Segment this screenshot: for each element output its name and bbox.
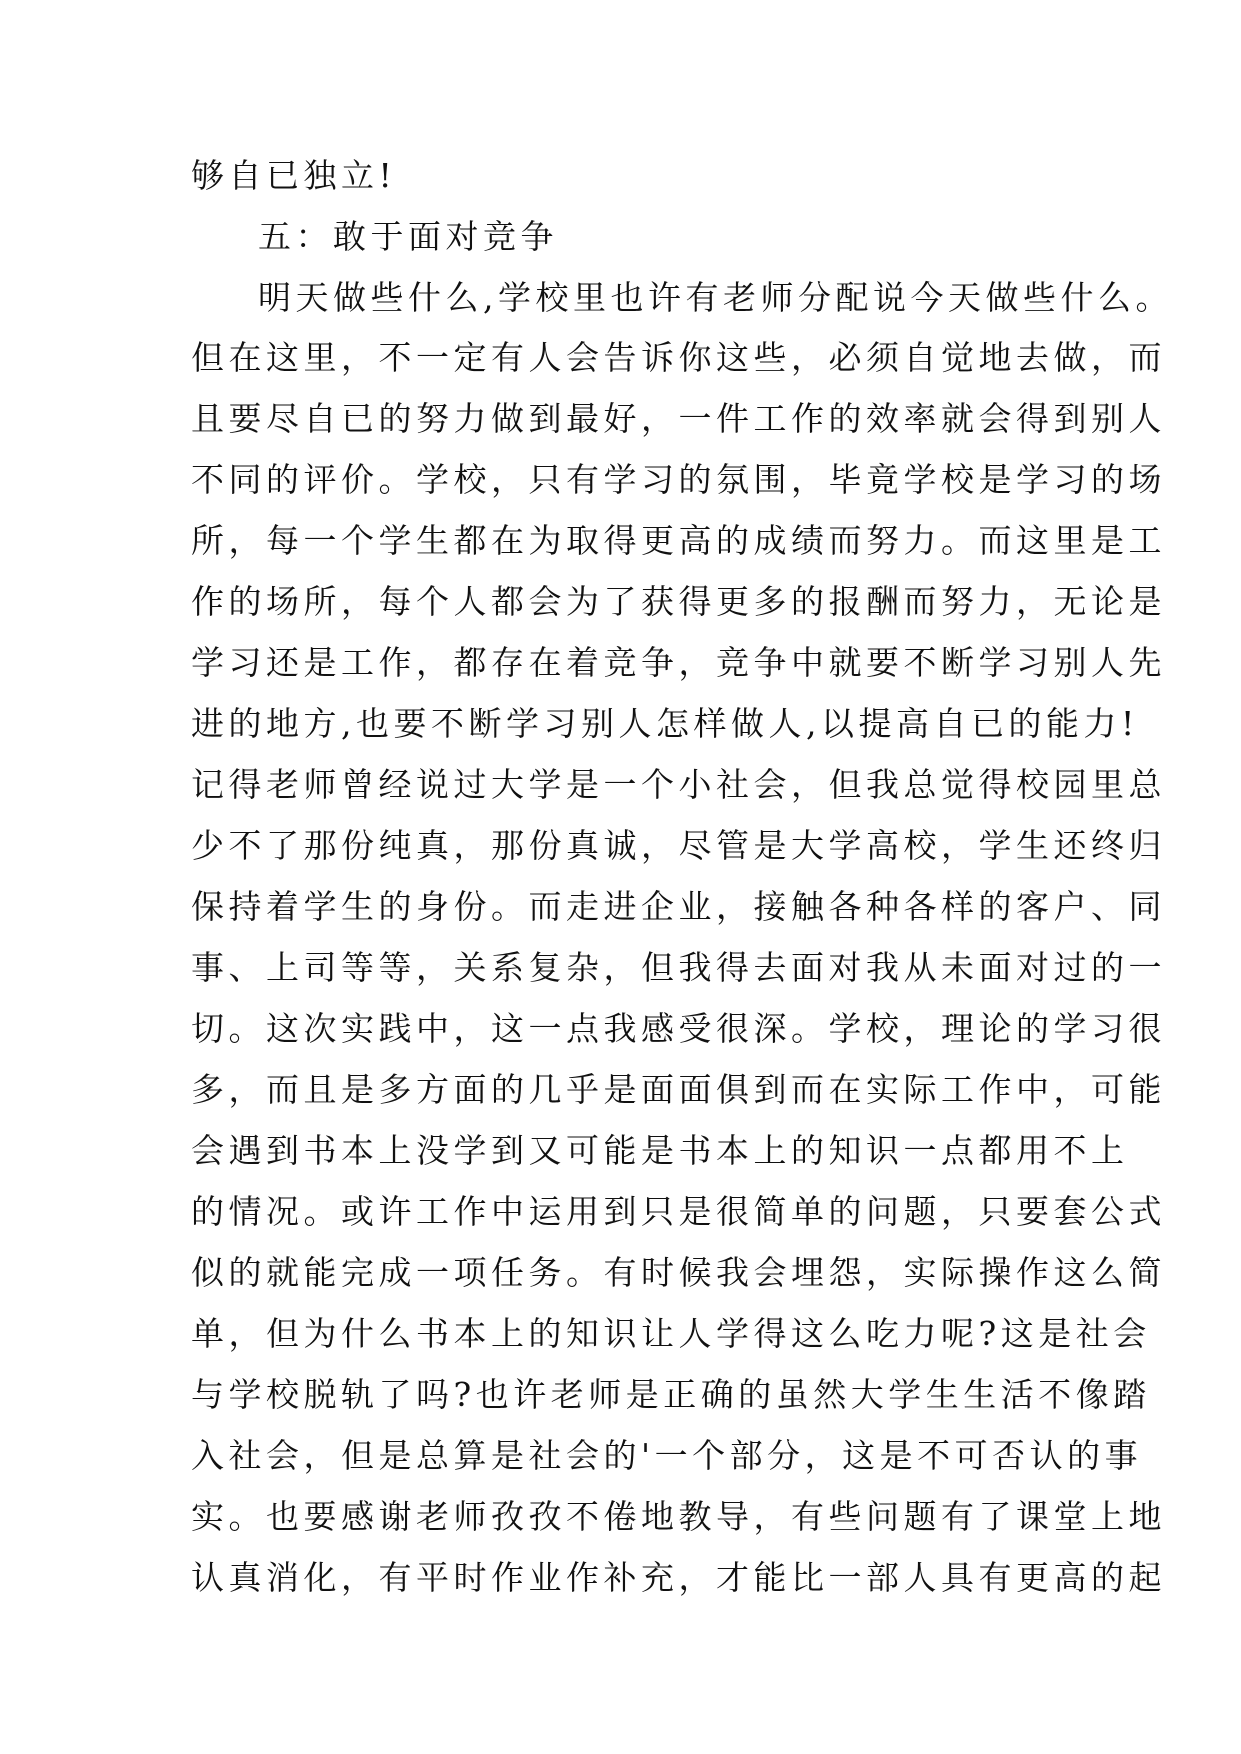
- text-line: 但在这里，不一定有人会告诉你这些，必须自觉地去做，而: [191, 338, 1166, 377]
- text-line: 进的地方,也要不断学习别人怎样做人,以提高自已的能力!: [191, 704, 1139, 743]
- text-line: 所，每一个学生都在为取得更高的成绩而努力。而这里是工: [191, 521, 1166, 560]
- text-line: 单，但为什么书本上的知识让人学得这么吃力呢?这是社会: [191, 1314, 1151, 1353]
- text-line: 切。这次实践中，这一点我感受很深。学校，理论的学习很: [191, 1009, 1166, 1048]
- text-line: 与学校脱轨了吗?也许老师是正确的虽然大学生生活不像踏: [191, 1375, 1151, 1414]
- text-line: 不同的评价。学校，只有学习的氛围，毕竟学校是学习的场: [191, 460, 1166, 499]
- paragraph-first-line: 明天做些什么,学校里也许有老师分配说今天做些什么。: [258, 278, 1173, 317]
- text-line: 记得老师曾经说过大学是一个小社会，但我总觉得校园里总: [191, 765, 1166, 804]
- text-line-continuation: 够自已独立!: [191, 156, 397, 195]
- text-line: 入社会，但是总算是社会的'一个部分，这是不可否认的事: [191, 1436, 1143, 1475]
- text-line: 认真消化，有平时作业作补充，才能比一部人具有更高的起: [191, 1558, 1166, 1597]
- text-line: 多，而且是多方面的几乎是面面俱到而在实际工作中，可能: [191, 1070, 1166, 1109]
- text-line: 作的场所，每个人都会为了获得更多的报酬而努力，无论是: [191, 582, 1166, 621]
- text-line: 少不了那份纯真，那份真诚，尽管是大学高校，学生还终归: [191, 826, 1166, 865]
- text-line: 会遇到书本上没学到又可能是书本上的知识一点都用不上: [191, 1131, 1129, 1170]
- text-line: 实。也要感谢老师孜孜不倦地教导，有些问题有了课堂上地: [191, 1497, 1166, 1536]
- section-heading: 五：敢于面对竞争: [258, 217, 558, 256]
- text-line: 的情况。或许工作中运用到只是很简单的问题，只要套公式: [191, 1192, 1166, 1231]
- text-line: 似的就能完成一项任务。有时候我会埋怨，实际操作这么简: [191, 1253, 1166, 1292]
- text-line: 且要尽自已的努力做到最好，一件工作的效率就会得到别人: [191, 399, 1166, 438]
- text-line: 学习还是工作，都存在着竞争，竞争中就要不断学习别人先: [191, 643, 1166, 682]
- text-line: 事、上司等等，关系复杂，但我得去面对我从未面对过的一: [191, 948, 1166, 987]
- text-line: 保持着学生的身份。而走进企业，接触各种各样的客户、同: [191, 887, 1166, 926]
